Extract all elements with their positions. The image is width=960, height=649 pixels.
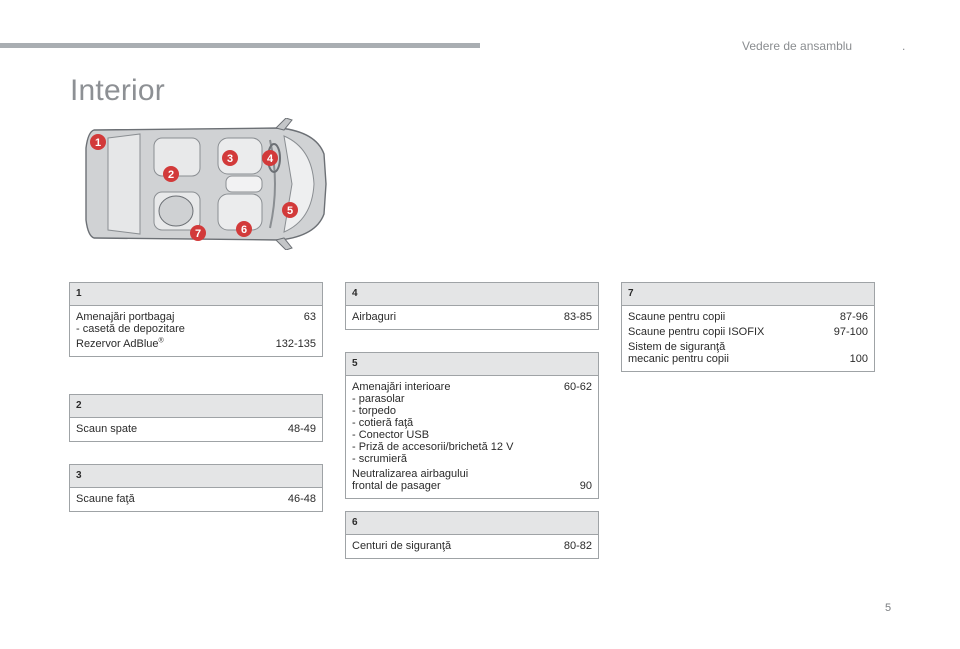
item-label: Sistem de siguranţă: [628, 341, 726, 353]
marker-6-label: 6: [240, 224, 248, 236]
box-5-row: [352, 381, 592, 393]
item-page[interactable]: 80-82: [563, 540, 592, 552]
marker-7: [190, 225, 206, 241]
box-4-row: [352, 311, 592, 323]
item-label: mecanic pentru copii: [628, 353, 729, 365]
box-7-number: 7: [622, 283, 874, 306]
box-5-row: [352, 429, 592, 441]
item-label: Scaune pentru copii: [628, 311, 726, 323]
item-label: - Conector USB: [352, 429, 430, 441]
header-rule: [0, 43, 480, 48]
marker-4: [262, 150, 278, 166]
box-2-number: 2: [70, 395, 322, 418]
item-label: - parasolar: [352, 393, 405, 405]
item-page[interactable]: 63: [303, 311, 316, 323]
box-1-row: [76, 311, 316, 323]
box-7-row: [628, 353, 868, 365]
marker-2-label: 2: [167, 169, 175, 181]
marker-3: [222, 150, 238, 166]
marker-5: [282, 202, 298, 218]
box-5: [345, 352, 599, 499]
section-dot: .: [902, 39, 906, 53]
box-6: [345, 511, 599, 559]
box-1: [69, 282, 323, 357]
item-page[interactable]: 46-48: [287, 493, 316, 505]
center-console: [226, 176, 262, 192]
item-label: Airbaguri: [352, 311, 397, 323]
item-page[interactable]: 87-96: [839, 311, 868, 323]
item-label: Rezervor AdBlue®: [76, 337, 164, 350]
mirror-bottom: [276, 238, 292, 250]
item-label: - scrumieră: [352, 453, 408, 465]
item-label: Amenajări portbagaj: [76, 311, 175, 323]
box-2-row: [76, 423, 316, 435]
box-5-number: 5: [346, 353, 598, 376]
box-3-number: 3: [70, 465, 322, 488]
item-label: Scaune faţă: [76, 493, 135, 505]
rear-window: [108, 134, 140, 234]
box-6-number: 6: [346, 512, 598, 535]
item-label: - casetă de depozitare: [76, 323, 185, 335]
box-7-row: [628, 326, 868, 338]
item-label: Centuri de siguranţă: [352, 540, 452, 552]
item-page[interactable]: 48-49: [287, 423, 316, 435]
registered-mark: ®: [158, 337, 164, 345]
box-3: [69, 464, 323, 512]
marker-3-label: 3: [226, 153, 234, 165]
box-5-row: [352, 480, 592, 492]
box-5-row: [352, 417, 592, 429]
marker-6: [236, 221, 252, 237]
page-title: Interior: [70, 74, 165, 107]
item-label: Neutralizarea airbagului: [352, 468, 469, 480]
box-5-row: [352, 468, 592, 480]
box-7-row: [628, 341, 868, 353]
item-page[interactable]: 60-62: [563, 381, 592, 393]
page-number: 5: [885, 602, 892, 614]
box-4: [345, 282, 599, 330]
marker-1: [90, 134, 106, 150]
car-interior-illustration: [80, 118, 330, 250]
marker-2: [163, 166, 179, 182]
item-label: Scaune pentru copii ISOFIX: [628, 326, 765, 338]
box-2: [69, 394, 323, 442]
item-label: Scaun spate: [76, 423, 138, 435]
item-page[interactable]: 100: [849, 353, 868, 365]
box-7-row: [628, 311, 868, 323]
mirror-top: [276, 118, 292, 130]
box-5-row: [352, 393, 592, 405]
box-5-row: [352, 441, 592, 453]
box-1-number: 1: [70, 283, 322, 306]
item-page[interactable]: 132-135: [275, 338, 316, 350]
box-3-row: [76, 493, 316, 505]
item-label: - cotieră faţă: [352, 417, 414, 429]
item-page[interactable]: 90: [579, 480, 592, 492]
marker-1-label: 1: [94, 137, 102, 149]
marker-7-label: 7: [194, 228, 202, 240]
item-page[interactable]: 83-85: [563, 311, 592, 323]
section-title: Vedere de ansamblu: [742, 39, 853, 53]
item-label: frontal de pasager: [352, 480, 441, 492]
marker-4-label: 4: [266, 153, 274, 165]
box-6-row: [352, 540, 592, 552]
item-label: - Priză de accesorii/brichetă 12 V: [352, 441, 514, 453]
box-7: [621, 282, 875, 372]
item-label: Amenajări interioare: [352, 381, 451, 393]
item-page[interactable]: 97-100: [833, 326, 868, 338]
box-1-row: [76, 338, 316, 350]
box-5-row: [352, 405, 592, 417]
marker-5-label: 5: [286, 205, 294, 217]
item-label: - torpedo: [352, 405, 397, 417]
box-1-row: [76, 323, 316, 335]
child-seat: [159, 196, 193, 226]
box-5-row: [352, 453, 592, 465]
box-4-number: 4: [346, 283, 598, 306]
